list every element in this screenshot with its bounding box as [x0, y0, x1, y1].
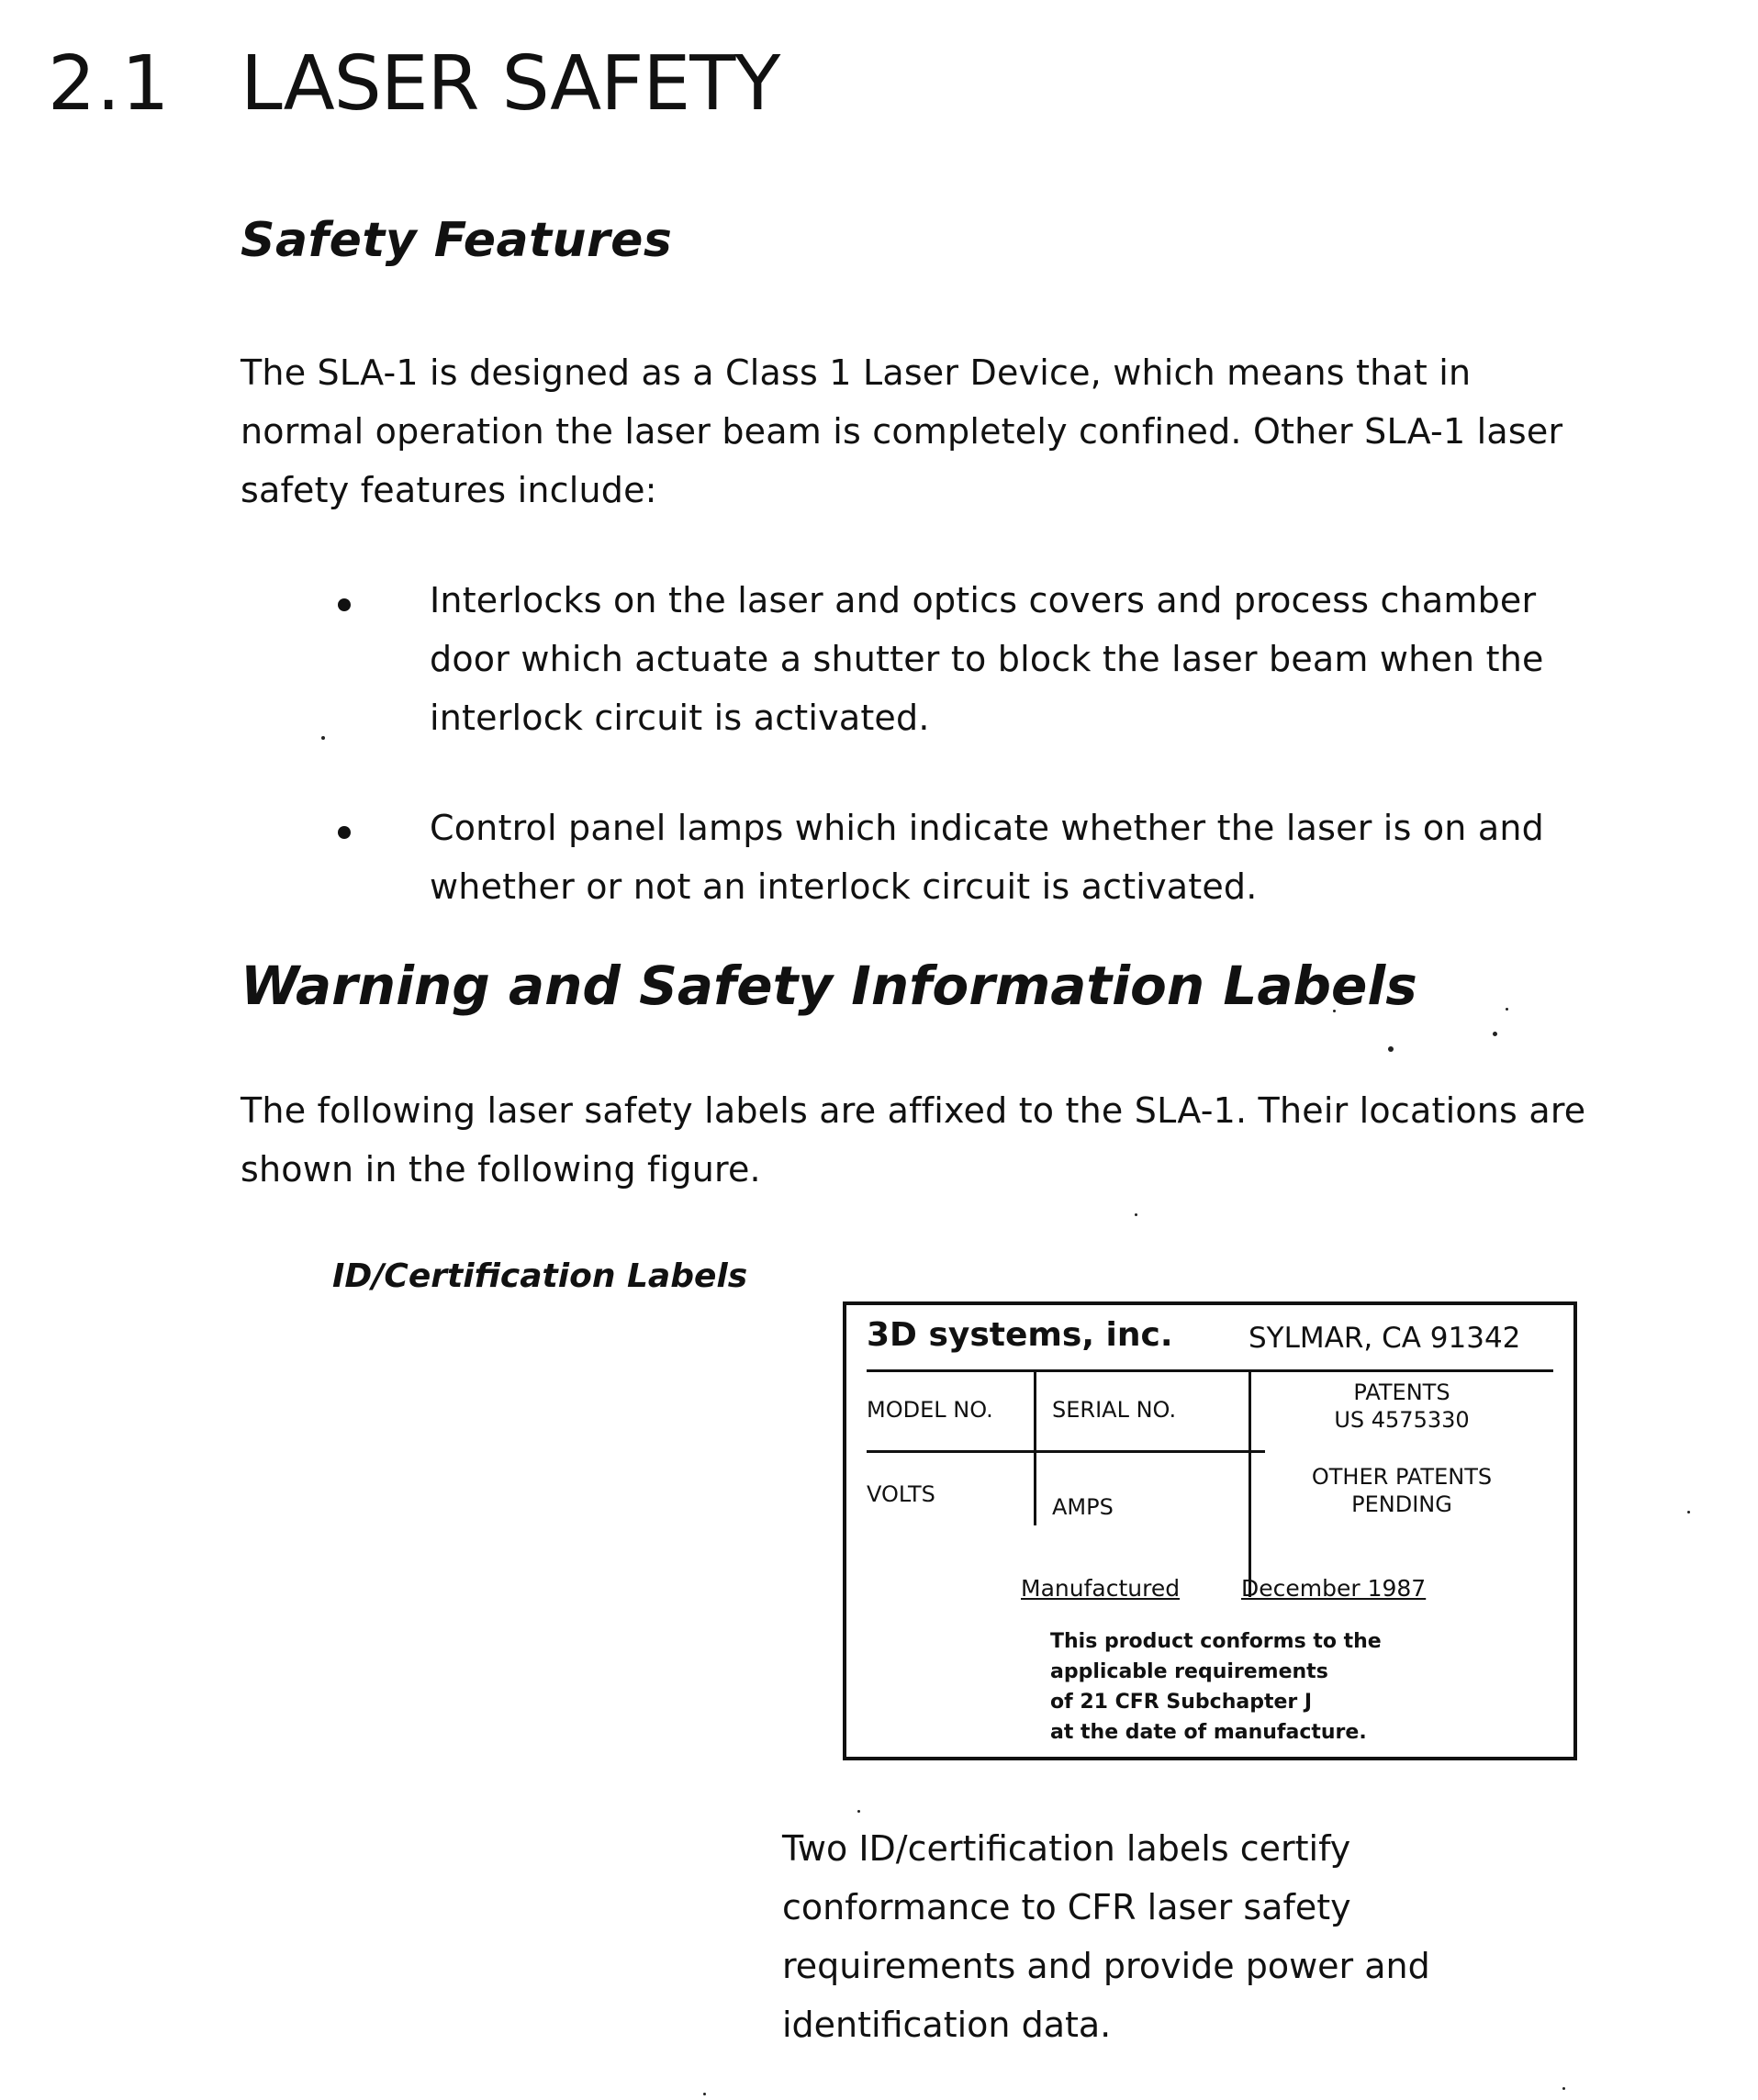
bullet-dot-icon — [338, 598, 351, 611]
label-patents-line1: PATENTS — [1250, 1379, 1553, 1406]
bullet-interlocks: Interlocks on the laser and optics covers and process chamber door which actuate a shutter to block the laser beam when the interlock circuit is activated. — [430, 571, 1550, 747]
label-other-patents — [1250, 1463, 1553, 1518]
label-patents-line2: US 4575330 — [1250, 1406, 1553, 1434]
scan-speck — [321, 736, 325, 740]
label-serial-no: SERIAL NO. — [1052, 1397, 1176, 1423]
scan-speck — [1388, 1046, 1394, 1052]
figure-label: ID/Certification Labels — [332, 1257, 747, 1295]
scan-speck — [703, 2093, 706, 2095]
safety-features-heading: Safety Features — [241, 213, 672, 268]
label-company: 3D systems, inc. — [867, 1316, 1173, 1354]
label-amps: AMPS — [1052, 1494, 1114, 1520]
warning-labels-heading: Warning and Safety Information Labels — [241, 955, 1417, 1017]
scan-speck — [1135, 1213, 1137, 1216]
section-number: 2.1 — [48, 40, 170, 128]
label-conform-line4: at the date of manufacture. — [1050, 1717, 1436, 1748]
scan-speck — [1687, 1511, 1690, 1514]
label-patents — [1250, 1379, 1553, 1434]
label-column-divider — [1034, 1369, 1036, 1525]
certification-label — [843, 1301, 1577, 1760]
label-volts: VOLTS — [867, 1481, 935, 1507]
safety-features-intro: The SLA-1 is designed as a Class 1 Laser Device, which means that in normal operation the laser beam is completely confined. Other SLA-1 laser safety features include: — [241, 343, 1572, 519]
figure-caption: Two ID/certification labels certify conformance to CFR laser safety requirements and provide power and identification data. — [782, 1819, 1480, 2054]
label-other-patents-line1: OTHER PATENTS — [1250, 1463, 1553, 1491]
label-model-no: MODEL NO. — [867, 1397, 993, 1423]
scan-speck — [1333, 1010, 1336, 1012]
warning-labels-intro: The following laser safety labels are affixed to the SLA-1. Their locations are shown in the following figure. — [241, 1081, 1590, 1199]
label-conform-line2: applicable requirements — [1050, 1657, 1436, 1687]
label-manufacture-date: December 1987 — [1241, 1575, 1426, 1602]
scan-speck — [857, 1810, 860, 1813]
bullet-dot-icon — [338, 826, 351, 839]
label-middle-divider — [867, 1450, 1265, 1453]
section-title: LASER SAFETY — [241, 40, 779, 128]
label-top-divider — [867, 1369, 1553, 1372]
scan-speck — [1506, 1008, 1508, 1011]
bullet-control-panel-lamps: Control panel lamps which indicate whether the laser is on and whether or not an interlock circuit is activated. — [430, 799, 1568, 916]
label-conformance-statement — [1050, 1626, 1436, 1748]
scan-speck — [1562, 2087, 1565, 2090]
label-manufactured: Manufactured — [1021, 1575, 1180, 1602]
scan-speck — [1493, 1032, 1497, 1036]
label-conform-line1: This product conforms to the — [1050, 1626, 1436, 1657]
label-other-patents-line2: PENDING — [1250, 1491, 1553, 1518]
label-location: SYLMAR, CA 91342 — [1249, 1322, 1520, 1355]
label-conform-line3: of 21 CFR Subchapter J — [1050, 1687, 1436, 1717]
